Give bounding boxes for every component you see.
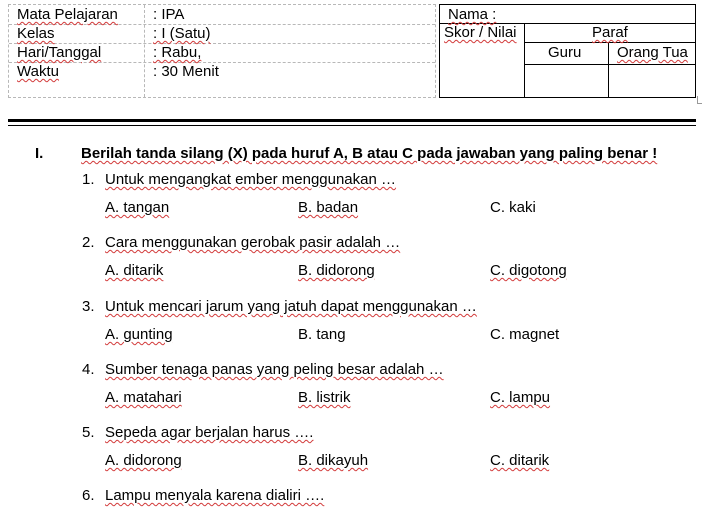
question-6 [82, 487, 324, 504]
class-label: Kelas [17, 25, 55, 42]
date-value-text: : Rabu, [153, 44, 202, 61]
option-c: C. digotong [490, 262, 567, 279]
time-label: Waktu [17, 63, 59, 80]
option-b: B. tang [298, 326, 346, 343]
option-c: C. lampu [490, 389, 551, 406]
question-text: Untuk mengangkat ember menggunakan … [105, 171, 397, 188]
option-a: A. matahari [105, 389, 182, 406]
question-text: Lampu menyala karena dialiri …. [105, 487, 325, 504]
score-line-3 [524, 64, 695, 65]
question-2 [82, 234, 400, 251]
option-b: B. listrik [298, 389, 351, 406]
question-text: Cara menggunakan gerobak pasir adalah … [105, 234, 401, 251]
signature-label: Paraf [592, 24, 628, 41]
score-label: Skor / Nilai [444, 24, 517, 41]
question-1 [82, 171, 396, 188]
option-b: B. badan [298, 199, 359, 216]
class-value: : I (Satu) [153, 25, 211, 42]
subject-label: Mata Pelajaran [17, 6, 118, 23]
subject-info-table [8, 4, 436, 98]
info-row-date [9, 43, 435, 63]
option-a: A. tangan [105, 199, 170, 216]
question-4 [82, 361, 444, 378]
question-number: 3. [82, 298, 95, 315]
option-a: A. gunting [105, 326, 173, 343]
info-row-class [9, 24, 435, 44]
question-number: 6. [82, 487, 95, 504]
instruction-text: Berilah tanda silang (X) pada huruf A, B atau C pada jawaban yang paling benar ! [81, 145, 658, 162]
teacher-label: Guru [548, 44, 582, 61]
question-text: Sumber tenaga panas yang peling besar adalah … [105, 361, 444, 378]
question-number: 2. [82, 234, 95, 251]
question-number: 4. [82, 361, 95, 378]
parent-label: Orang Tua [617, 44, 688, 61]
score-line-2 [524, 42, 695, 43]
question-text: Sepeda agar berjalan harus …. [105, 424, 314, 441]
option-c: C. ditarik [490, 452, 550, 469]
option-a: A. ditarik [105, 262, 164, 279]
date-blank-line [201, 56, 287, 57]
paragraph-corner-mark [697, 96, 702, 104]
score-table [439, 4, 696, 98]
double-rule-thin [8, 125, 696, 126]
time-value: : 30 Menit [153, 63, 219, 80]
name-label: Nama : [448, 6, 497, 23]
date-label: Hari/Tanggal [17, 44, 102, 61]
option-b: B. dikayuh [298, 452, 369, 469]
info-row-subject [9, 5, 435, 25]
score-vline-2 [608, 42, 609, 97]
section-number: I. [35, 145, 44, 162]
info-row-time [9, 62, 435, 81]
option-a: A. didorong [105, 452, 182, 469]
option-b: B. didorong [298, 262, 375, 279]
question-number: 5. [82, 424, 95, 441]
double-rule-thick [8, 119, 696, 122]
question-3 [82, 298, 477, 315]
subject-value: : IPA [153, 6, 185, 23]
option-c: C. kaki [490, 199, 536, 216]
question-number: 1. [82, 171, 95, 188]
question-text: Untuk mencari jarum yang jatuh dapat menggunakan … [105, 298, 477, 315]
question-5 [82, 424, 313, 441]
option-c: C. magnet [490, 326, 560, 343]
date-value [153, 44, 287, 61]
score-vline-1 [524, 23, 525, 97]
